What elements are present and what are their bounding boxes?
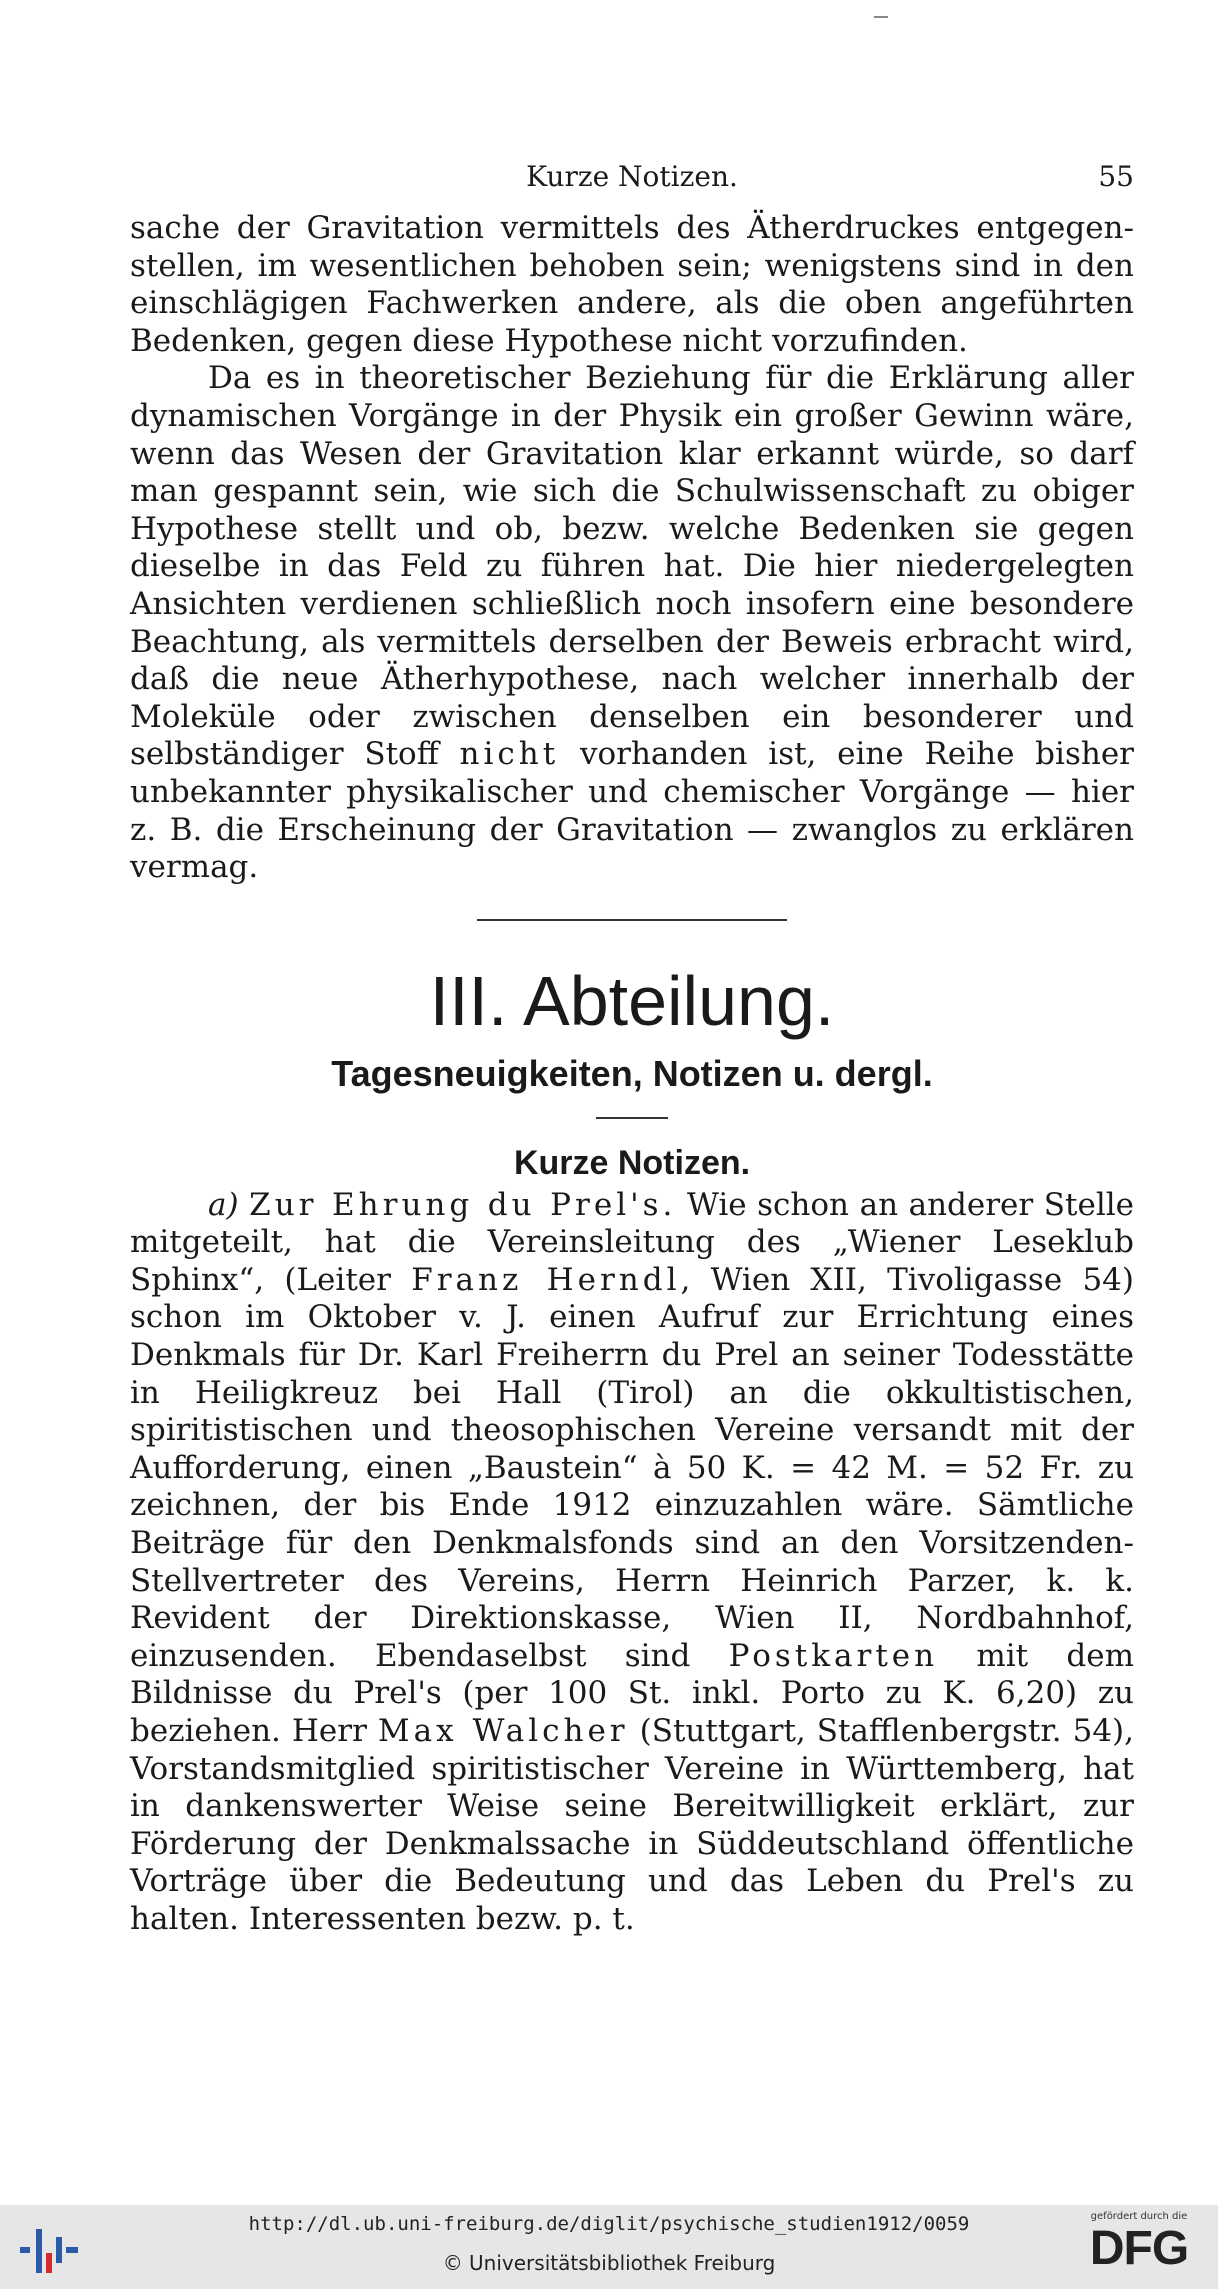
dfg-caption: gefördert durch die bbox=[1090, 2211, 1188, 2222]
scan-mark bbox=[874, 16, 888, 18]
person-name: Max Walcher bbox=[377, 1713, 629, 1749]
running-head-title: Kurze Notizen. bbox=[526, 160, 738, 193]
dfg-logo bbox=[1080, 2211, 1198, 2285]
section-title: III. Abteilung. bbox=[429, 961, 835, 1040]
paragraph: sache der Gravitation vermittels des Ätherdruckes entgegenstellen, im wesentlichen behoben sein; wenigstens sind in den einschlägigen Fachwerken andere, als die oben angeführten Bedenken, gegen diese Hypothese nicht vorzufinden. bbox=[130, 210, 1134, 359]
short-divider bbox=[596, 1117, 668, 1119]
page-number: 55 bbox=[1098, 160, 1134, 193]
note-title: Zur Ehrung du Prel's. bbox=[249, 1186, 677, 1223]
paragraph bbox=[130, 1187, 1134, 1939]
notes-heading: Kurze Notizen. bbox=[513, 1143, 751, 1182]
note-a bbox=[130, 1187, 1134, 1939]
note-label: a) bbox=[208, 1186, 239, 1223]
dfg-mark: DFG bbox=[1089, 2222, 1189, 2275]
paragraph-text: vorhanden ist, eine Reihe bisher unbekannter physikalischer und chemischer Vorgänge — hier z. B. die Erscheinung der Gravitation — zwanglos zu erklären vermag. bbox=[130, 736, 1134, 886]
paragraph-text: Da es in theoretischer Beziehung für die Erklärung aller dynamischen Vorgänge in der Physik ein großer Gewinn wäre, wenn das Wesen der Gravitation klar erkannt würde, so darf man gespannt sein, wie sich die Schulwissenschaft zu obiger Hypothese stellt und ob, bezw. welche Bedenken sie gegen dieselbe in das Feld zu führen hat. Die hier niedergelegten Ansichten verdienen schließlich noch insofern eine besondere Beachtung, als vermittels derselben der Beweis erbracht wird, daß die neue Ätherhypothese, nach welcher innerhalb der Moleküle oder zwischen denselben ein besonderer und selbständiger Stoff bbox=[130, 360, 1134, 773]
section-subtitle: Tagesneuigkeiten, Notizen u. dergl. bbox=[331, 1052, 933, 1094]
paragraph-text: Wie schon an anderer Stelle mitgeteilt, hat die Vereinsleitung des „Wiener Leseklub Sphinx“, (Leiter bbox=[130, 1186, 1135, 1298]
paragraph-text: mit dem Bildnisse du Prel's (per 100 St. inkl. Porto zu K. 6,20) zu beziehen. Herr bbox=[130, 1637, 1134, 1749]
paragraph-text: (Stuttgart, Stafflenbergstr. 54), Vorstandsmitglied spiritistischer Vereine in Württemberg, hat in dankenswerter Weise seine Bereitwilligkeit erklärt, zur Förderung der Denkmalssache in Süddeutschland öffentliche Vorträge über die Bedeutung und das Leben du Prel's zu halten. Interessenten bezw. p. t. bbox=[130, 1713, 1135, 1937]
article-continuation bbox=[130, 210, 1134, 887]
book-page bbox=[130, 160, 1134, 1939]
person-name: Franz Herndl bbox=[411, 1261, 681, 1298]
running-head bbox=[130, 160, 1134, 210]
viewer-footer bbox=[0, 2205, 1218, 2289]
paragraph bbox=[130, 360, 1134, 886]
source-url-link[interactable]: http://dl.ub.uni-freiburg.de/diglit/psychische_studien1912/0059 bbox=[248, 2213, 970, 2235]
copyright-text: © Universitätsbibliothek Freiburg bbox=[442, 2251, 776, 2275]
paragraph-text: , Wien XII, Tivoligasse 54) schon im Oktober v. J. einen Aufruf zur Errichtung eines Denkmals für Dr. Karl Freiherrn du Prel an seiner Todesstätte in Heiligkreuz bei Hall (Tirol) an die okkultistischen, spiritistischen und theosophischen Vereine versandt mit der Aufforderung, einen „Baustein“ à 50 K. = 42 M. = 52 Fr. zu zeichnen, der bis Ende 1912 einzuzahlen wäre. Sämtliche Beiträge für den Denkmalsfonds sind an den Vorsitzenden-Stellvertreter des Vereins, Herrn Heinrich Parzer, k. k. Revident der Direktionskasse, Wien II, Nordbahnhof, einzusenden. Ebendaselbst sind bbox=[130, 1261, 1134, 1674]
emphasis-text: nicht bbox=[459, 736, 560, 773]
section-divider bbox=[477, 919, 787, 921]
emphasis-text: Postkarten bbox=[728, 1637, 939, 1674]
